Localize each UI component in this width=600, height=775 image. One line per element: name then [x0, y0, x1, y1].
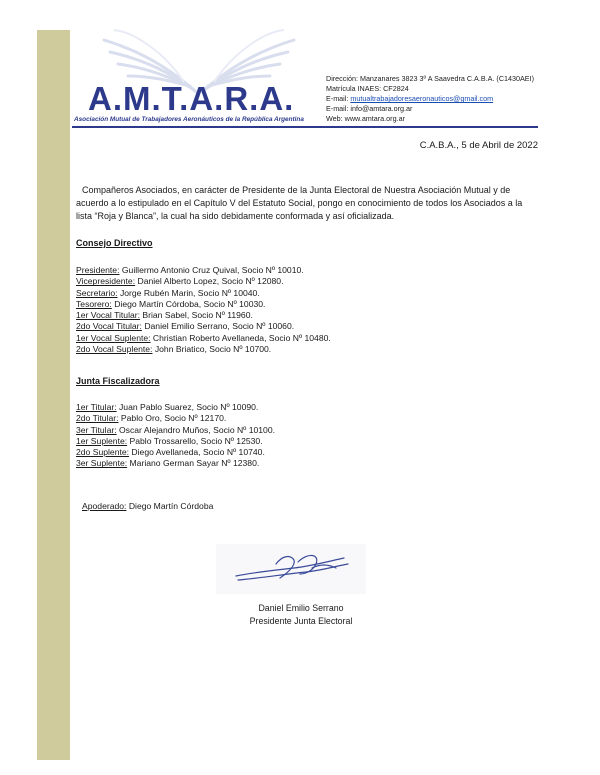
junta-heading: Junta Fiscalizadora: [76, 376, 160, 386]
logo-text: A.M.T.A.R.A.: [88, 80, 295, 117]
apoderado-line: [82, 501, 213, 511]
list-item: [76, 402, 275, 413]
member-text: Pablo Oro, Socio Nº 12170.: [118, 413, 227, 424]
member-text: Diego Avellaneda, Socio Nº 10740.: [129, 447, 265, 458]
member-text: Juan Pablo Suarez, Socio Nº 10090.: [116, 402, 259, 412]
apoderado-name: Diego Martín Córdoba: [126, 501, 214, 511]
contact-email1-row: [326, 94, 534, 104]
signature-block: [216, 602, 386, 627]
list-item: [76, 321, 331, 332]
member-role: 1er Vocal Suplente:: [76, 332, 151, 343]
list-item: [76, 458, 275, 469]
member-role: 1er Suplente:: [76, 435, 128, 446]
junta-list: [76, 402, 275, 470]
contact-matricula: Matrícula INAES: CF2824: [326, 84, 409, 93]
list-item: [76, 299, 331, 310]
list-item: [76, 436, 275, 447]
contact-address: Dirección: Manzanares 3823 3º A Saavedra C.A.B.A. (C1430AEI): [326, 74, 534, 83]
member-role: 2do Vocal Suplente:: [76, 344, 153, 355]
member-role: 3er Suplente:: [76, 458, 128, 469]
signer-name: Daniel Emilio Serrano: [258, 603, 344, 613]
member-text: John Briatico, Socio Nº 10700.: [152, 344, 272, 355]
member-role: Tesorero:: [76, 298, 112, 309]
member-text: Daniel Alberto Lopez, Socio Nº 12080.: [135, 276, 284, 287]
member-text: Daniel Emilio Serrano, Socio Nº 10060.: [141, 321, 295, 332]
apoderado-role: Apoderado:: [82, 501, 127, 511]
member-text: Oscar Alejandro Muños, Socio Nº 10100.: [116, 424, 275, 435]
member-text: Pablo Trossarello, Socio Nº 12530.: [127, 435, 263, 446]
member-text: Mariano German Sayar Nº 12380.: [127, 458, 260, 469]
letter-date: C.A.B.A., 5 de Abril de 2022: [419, 140, 538, 151]
member-role: 2do Titular:: [76, 413, 119, 424]
contact-web: Web: www.amtara.org.ar: [326, 114, 405, 123]
list-item: [76, 333, 331, 344]
consejo-list: [76, 265, 331, 355]
signer-title: Presidente Junta Electoral: [249, 615, 353, 626]
member-role: 1er Titular:: [76, 402, 117, 412]
member-text: Christian Roberto Avellaneda, Socio Nº 10480.: [150, 332, 331, 343]
contact-email1-label: E-mail:: [326, 94, 351, 103]
handwritten-signature: [216, 544, 366, 594]
list-item: [76, 265, 331, 276]
member-role: 2do Vocal Titular:: [76, 321, 142, 332]
header-divider: [72, 126, 538, 128]
decorative-sidebar: [37, 30, 70, 760]
list-item: [76, 413, 275, 424]
list-item: [76, 276, 331, 287]
member-text: Brian Sabel, Socio Nº 11960.: [140, 310, 253, 321]
member-text: Guillermo Antonio Cruz Quival, Socio Nº 10010.: [119, 265, 304, 275]
list-item: [76, 344, 331, 355]
member-text: Diego Martín Córdoba, Socio Nº 10030.: [111, 298, 266, 309]
intro-paragraph: Compañeros Asociados, en carácter de Presidente de la Junta Electoral de Nuestra Asociación Mutual y de acuerdo a lo estipulado en el Capítulo V del Estatuto Social, pongo en conocimiento de todos los Asociados a la lista “Roja y Blanca”, la cual ha sido debidamente conformada y así oficializada.: [76, 185, 523, 221]
list-item: [76, 425, 275, 436]
list-item: [76, 447, 275, 458]
logo-subtitle: Asociación Mutual de Trabajadores Aeronáuticos de la República Argentina: [74, 116, 304, 123]
member-text: Jorge Rubén Marin, Socio Nº 10040.: [117, 287, 260, 298]
member-role: 3er Titular:: [76, 424, 117, 435]
member-role: Vicepresidente:: [76, 276, 136, 287]
member-role: Presidente:: [76, 265, 120, 275]
contact-email2: E-mail: info@amtara.org.ar: [326, 104, 413, 113]
consejo-heading: Consejo Directivo: [76, 238, 153, 248]
contact-email1-link[interactable]: mutualtrabajadoresaeronauticos@gmail.com: [350, 94, 494, 103]
list-item: [76, 288, 331, 299]
member-role: 1er Vocal Titular:: [76, 310, 141, 321]
member-role: Secretario:: [76, 287, 118, 298]
member-role: 2do Suplente:: [76, 447, 130, 458]
contact-block: [326, 74, 534, 124]
list-item: [76, 310, 331, 321]
